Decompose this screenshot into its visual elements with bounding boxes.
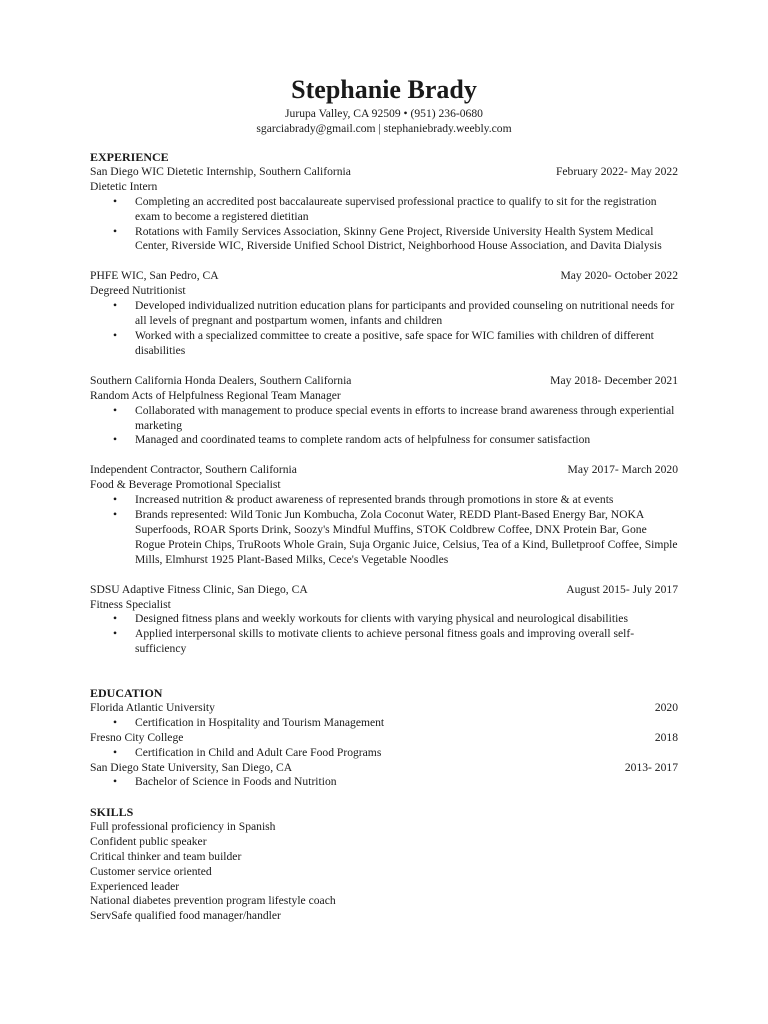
job-entry: [90, 165, 678, 254]
job-dates: August 2015- July 2017: [566, 582, 678, 596]
skill-item: National diabetes prevention program lifestyle coach: [90, 894, 336, 908]
job-bullet: • Managed and coordinated teams to complete random acts of helpfulness for consumer satisfaction: [135, 433, 678, 448]
skill-item: Customer service oriented: [90, 864, 212, 878]
job-bullet: • Designed fitness plans and weekly workouts for clients with varying physical and neurological disabilities: [135, 612, 678, 627]
job-bullet: • Developed individualized nutrition education plans for participants and provided counseling on nutritional needs for all levels of pregnant and postpartum women, infants and children: [135, 299, 678, 329]
job-dates: February 2022- May 2022: [555, 164, 678, 178]
job-role: Degreed Nutritionist: [90, 284, 186, 298]
job-dates: May 2017- March 2020: [567, 463, 678, 477]
skill-item: Confident public speaker: [90, 834, 207, 848]
job-role: Fitness Specialist: [90, 597, 171, 611]
education-school: Florida Atlantic University: [90, 700, 215, 714]
candidate-name: Stephanie Brady: [291, 75, 477, 104]
skill-item: Critical thinker and team builder: [90, 849, 242, 863]
section-title-skills: SKILLS: [90, 805, 134, 819]
job-organization: Southern California Honda Dealers, Southern California: [90, 373, 352, 387]
job-entry: [90, 583, 678, 658]
education-section: [90, 686, 678, 790]
job-organization: SDSU Adaptive Fitness Clinic, San Diego, CA: [90, 582, 308, 596]
job-role: Food & Beverage Promotional Specialist: [90, 478, 281, 492]
job-role: Random Acts of Helpfulness Regional Team Manager: [90, 388, 341, 402]
skills-section: [90, 805, 678, 924]
job-entry: [90, 374, 678, 449]
job-bullet: • Collaborated with management to produce special events in efforts to increase brand awareness through experiential marketing: [135, 404, 678, 434]
section-title-experience: EXPERIENCE: [90, 150, 169, 164]
education-year: 2018: [654, 730, 678, 744]
experience-section: [90, 150, 678, 672]
job-entry: [90, 269, 678, 358]
education-detail: • Certification in Child and Adult Care Food Programs: [135, 746, 678, 761]
education-detail: • Bachelor of Science in Foods and Nutrition: [135, 775, 678, 790]
job-organization: PHFE WIC, San Pedro, CA: [90, 269, 219, 283]
education-year: 2013- 2017: [624, 760, 678, 774]
section-title-education: EDUCATION: [90, 686, 163, 700]
education-school: Fresno City College: [90, 730, 184, 744]
job-bullet: • Completing an accredited post baccalaureate supervised professional practice to qualify to sit for the registration exam to become a registered dietitian: [135, 195, 678, 225]
skill-item: Experienced leader: [90, 879, 180, 893]
contact-line-address-phone: Jurupa Valley, CA 92509 • (951) 236-0680: [285, 107, 483, 120]
job-bullet: • Applied interpersonal skills to motivate clients to achieve personal fitness goals and improving overall self-sufficiency: [135, 627, 678, 657]
skill-item: ServSafe qualified food manager/handler: [90, 909, 281, 923]
job-bullet: • Worked with a specialized committee to create a positive, safe space for WIC families with children of different disabilities: [135, 329, 678, 359]
job-bullet: • Rotations with Family Services Association, Skinny Gene Project, Riverside University Health System Medical Center, Riverside WIC, Riverside Unified School District, Neighborhood House Association, and Davita Dialysis: [135, 225, 678, 255]
education-detail: • Certification in Hospitality and Tourism Management: [135, 716, 678, 731]
skill-item: Full professional proficiency in Spanish: [90, 819, 276, 833]
job-dates: May 2018- December 2021: [550, 373, 678, 387]
job-dates: May 2020- October 2022: [560, 269, 678, 283]
job-bullet: • Increased nutrition & product awareness of represented brands through promotions in store & at events: [135, 493, 678, 508]
job-role: Dietetic Intern: [90, 179, 158, 193]
job-organization: Independent Contractor, Southern California: [90, 463, 297, 477]
education-school: San Diego State University, San Diego, CA: [90, 760, 293, 774]
resume-header: [0, 74, 768, 136]
education-year: 2020: [654, 700, 678, 714]
job-entry: [90, 463, 678, 567]
job-bullet: • Brands represented: Wild Tonic Jun Kombucha, Zola Coconut Water, REDD Plant-Based Energy Bar, NOKA Superfoods, ROAR Sports Drink, Soozy's Mindful Muffins, STOK Coldbrew Coffee, DNX Protein Bar, Gone Rogue Protein Chips, TruRoots Whole Grain, Suja Organic Juice, Celsius, Tea of a Kind, Bulletproof Coffee, Simple Mills, Elmhurst 1925 Plant-Based Milks, Cece's Vegetable Noodles: [135, 508, 678, 568]
contact-line-email-website: sgarciabrady@gmail.com | stephaniebrady.weebly.com: [256, 122, 512, 135]
job-organization: San Diego WIC Dietetic Internship, Southern California: [90, 164, 351, 178]
